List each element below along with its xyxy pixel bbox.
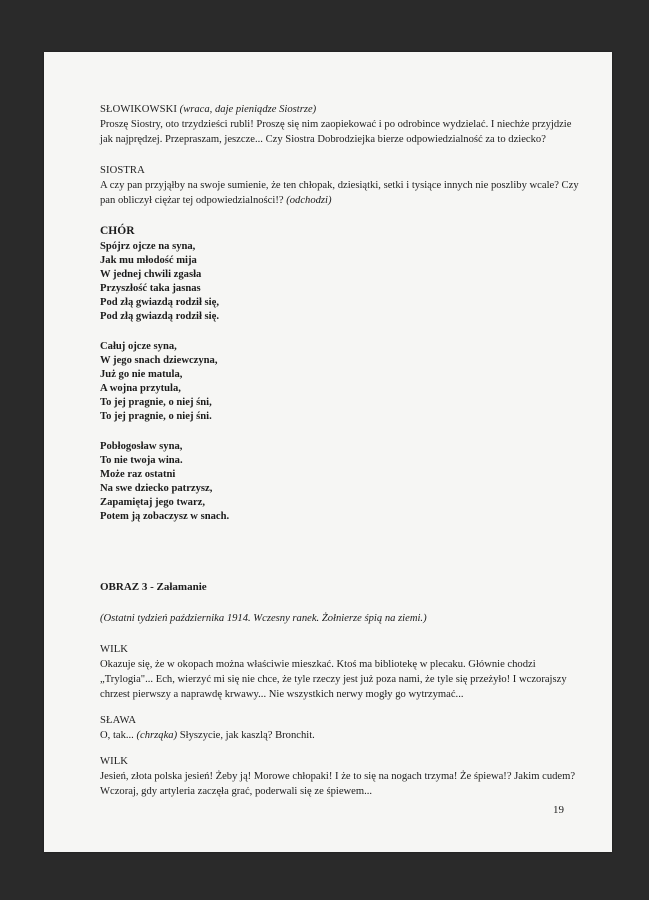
verse-line: Pod złą gwiazdą rodził się, [100,297,219,308]
dialogue-siostra [100,163,580,208]
verse-line: W jednej chwili zgasła [100,269,202,280]
verse-line: A wojna przytula, [100,383,181,394]
dialogue-slowikowski [100,102,580,147]
page-content [100,102,580,799]
verse-line: To nie twoja wina. [100,455,183,466]
verse-line: Spójrz ojcze na syna, [100,241,196,252]
verse-line: Pobłogosław syna, [100,441,183,452]
verse-line: Potem ją zobaczysz w snach. [100,511,230,522]
dialogue-wilk-2 [100,754,580,799]
chorus-stanza-2 [100,340,580,424]
verse-line: W jego snach dziewczyna, [100,355,218,366]
verse-line: Przyszłość taka jasnas [100,283,201,294]
chorus-title: CHÓR [100,225,135,237]
chorus [100,224,580,524]
speaker-name: WILK [100,644,129,655]
speaker-name: WILK [100,756,129,767]
stage-direction: (wraca, daje pieniądze Siostrze) [179,104,317,115]
verse-line: To jej pragnie, o niej śni, [100,397,212,408]
verse-line: Zapamiętaj jego twarz, [100,497,206,508]
scene-direction: (Ostatni tydzień października 1914. Wczesny ranek. Żołnierze śpią na ziemi.) [100,613,427,624]
stage-direction: (chrząka) [136,730,178,741]
speaker-name: SŁAWA [100,715,137,726]
stage-direction: (odchodzi) [286,195,332,206]
dialogue-wilk-1 [100,642,580,702]
verse-line: Pod złą gwiazdą rodził się. [100,311,219,322]
verse-line: To jej pragnie, o niej śni. [100,411,212,422]
dialogue-text: Słyszycie, jak kaszlą? Bronchit. [179,730,315,741]
dialogue-text: Proszę Siostry, oto trzydzieści rubli! Proszę się nim zaopiekować i po odrobince wydzielać. I niechże przyjdzie jak najprędzej. Przepraszam, jeszcze... Czy Siostra Dobrodziejka bierze odpowiedzialność za to dziecko? [100,119,572,145]
chorus-stanza-1 [100,240,580,324]
dialogue-text: A czy pan przyjąłby na swoje sumienie, że ten chłopak, dziesiątki, setki i tysiące innych nie poszliby wcale? Czy pan obliczył ciężar tej odpowiedzialności!? [100,180,579,206]
chorus-stanza-3 [100,440,580,524]
dialogue-text: Jesień, złota polska jesień! Żeby ją! Morowe chłopaki! I że to się na nogach trzyma! Że śpiewa!? Jakim cudem? Wczoraj, gdy artyleria zaczęła grać, poderwali się ze śpiewem... [100,771,576,797]
dialogue-slawa [100,713,580,743]
verse-line: Już go nie matula, [100,369,183,380]
speaker-name: SIOSTRA [100,165,145,176]
verse-line: Na swe dziecko patrzysz, [100,483,213,494]
dialogue-text: Okazuje się, że w okopach można właściwie mieszkać. Ktoś ma bibliotekę w plecaku. Głównie chodzi „Trylogia"... Ech, wierzyć mi się nie chce, że tyle rzeczy jest już poza nami, że tyle się przeżyło! I wczorajszy chrzest pierwszy a naprawdę krwawy... Nie wszystkich nerwy mogły go wytrzymać... [100,659,567,700]
scene-title: OBRAZ 3 - Załamanie [100,581,207,593]
scene-heading [100,580,580,626]
verse-line: Jak mu młodość mija [100,255,197,266]
dialogue-text: O, tak... [100,730,134,741]
verse-line: Może raz ostatni [100,469,176,480]
verse-line: Całuj ojcze syna, [100,341,177,352]
speaker-name: SŁOWIKOWSKI [100,104,178,115]
page-number: 19 [553,804,564,816]
document-page [44,52,612,852]
